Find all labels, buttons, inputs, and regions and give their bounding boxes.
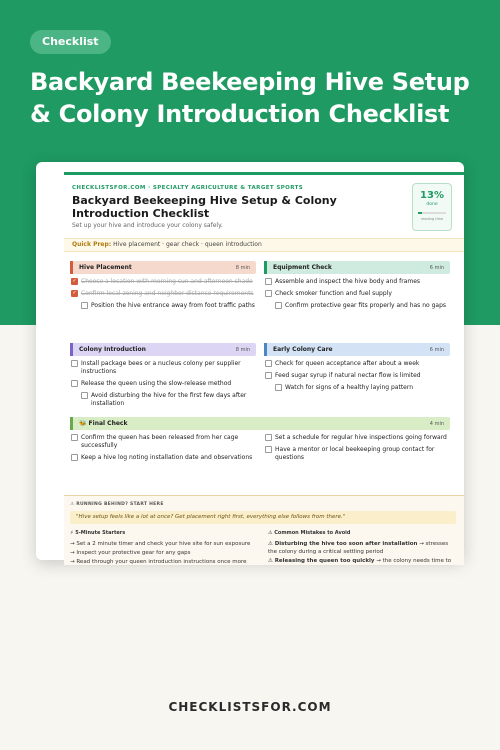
checklist-item[interactable]: Have a mentor or local beekeeping group contact for questions [264, 446, 450, 462]
section-header [70, 417, 450, 430]
checklist-item[interactable]: ✓ Choose a location with morning sun and afternoon shade [72, 278, 253, 285]
checklist-item[interactable]: Keep a hive log noting installation date and observations [70, 454, 256, 462]
hero-title: Backyard Beekeeping Hive Setup & Colony Introduction Checklist [30, 68, 470, 128]
section-equipment-check [264, 261, 450, 310]
checkbox-icon[interactable] [265, 446, 272, 453]
checkbox-icon[interactable] [265, 372, 272, 379]
checklist-item[interactable]: ✓ Confirm local zoning and neighbor distance requirements [72, 290, 254, 297]
section-title: Hive Placement [79, 264, 132, 271]
checklist-item[interactable]: Feed sugar syrup if natural nectar flow is limited [264, 372, 450, 380]
category-badge: Checklist [30, 30, 111, 54]
section-header [264, 343, 450, 356]
checkbox-icon[interactable] [275, 302, 282, 309]
document-subtitle: Set up your hive and introduce your colony safely. [72, 222, 223, 229]
section-hive-placement [70, 261, 256, 310]
section-final-check [70, 417, 450, 490]
running-behind-panel [64, 495, 464, 565]
checkbox-icon[interactable] [275, 384, 282, 391]
checkbox-checked-icon[interactable]: ✓ [72, 290, 77, 296]
checklist-item[interactable]: Watch for signs of a healthy laying pattern [274, 384, 450, 392]
checklist-item[interactable]: Install package bees or a nucleus colony per supplier instructions [70, 360, 256, 376]
quick-prep-text: Hive placement · gear check · queen introduction [111, 241, 262, 248]
final-check-grid [70, 430, 450, 490]
footer-brand[interactable]: CHECKLISTSFOR.COM [168, 700, 332, 714]
running-behind-heading: ⚠ RUNNING BEHIND? START HERE [70, 502, 164, 507]
checkbox-icon[interactable] [265, 290, 272, 297]
checklist-item[interactable]: Check smoker function and fuel supply [264, 290, 450, 298]
section-title: Colony Introduction [79, 346, 146, 353]
progress-percent: 13% [420, 190, 444, 201]
section-header [70, 343, 256, 356]
list-item: ⚠ Disturbing the hive too soon after installation → stresses the colony during a critical settling period [268, 541, 449, 555]
section-title: Early Colony Care [273, 346, 333, 353]
checkbox-icon[interactable] [81, 392, 88, 399]
checklist-item[interactable]: Avoid disturbing the hive for the first few days after installation [80, 392, 256, 408]
progress-label: done [426, 202, 438, 207]
checkbox-icon[interactable] [71, 360, 78, 367]
checkbox-icon[interactable] [81, 302, 88, 309]
checkbox-icon[interactable] [71, 380, 78, 387]
checklist-item[interactable]: Set a schedule for regular hive inspections going forward [264, 434, 450, 442]
final-check-column-left [70, 430, 256, 462]
quick-prep-label: Quick Prep: [72, 241, 112, 248]
mistakes-list [268, 540, 458, 566]
document-title: Backyard Beekeeping Hive Setup & Colony Introduction Checklist [72, 194, 337, 220]
checklist-item[interactable]: Release the queen using the slow-release method [70, 380, 256, 388]
checklist-preview-card [36, 162, 464, 565]
checkbox-icon[interactable] [265, 278, 272, 285]
section-title: Equipment Check [273, 264, 332, 271]
section-time: 8 min [235, 264, 250, 271]
list-item: ⚠ Releasing the queen too quickly → the colony needs time to [268, 558, 452, 564]
starters-title: ⚡ 5-Minute Starters [70, 530, 126, 536]
checkbox-icon[interactable] [71, 454, 78, 461]
section-time: 4 min [429, 420, 444, 427]
progress-bar-fill [418, 212, 422, 214]
checklist-sheet [64, 175, 464, 565]
progress-meta: reading time [420, 217, 444, 221]
checkbox-icon[interactable] [71, 434, 78, 441]
section-time: 6 min [429, 264, 444, 271]
section-title: 🐝 Final Check [79, 420, 128, 427]
checklist-item[interactable]: Assemble and inspect the hive body and frames [264, 278, 450, 286]
starters-list [70, 540, 260, 567]
checklist-item[interactable]: Confirm protective gear fits properly and has no gaps [274, 302, 450, 310]
final-check-column-right [264, 430, 450, 462]
site-label: CHECKLISTSFOR.COM · SPECIALTY AGRICULTURE & TARGET SPORTS [72, 185, 304, 191]
checklist-item[interactable]: Position the hive entrance away from foot traffic paths [80, 302, 256, 310]
section-colony-introduction [70, 343, 256, 408]
mistakes-title: ⚠ Common Mistakes to Avoid [268, 530, 351, 536]
progress-widget [412, 183, 452, 231]
section-time: 8 min [235, 346, 250, 353]
list-item: → Read through your queen introduction instructions once more [70, 559, 247, 565]
progress-bar [418, 212, 446, 214]
section-header [264, 261, 450, 274]
checklist-item[interactable]: Check for queen acceptance after about a week [264, 360, 450, 368]
quick-prep-bar [64, 238, 464, 252]
motivation-quote: "Hive setup feels like a lot at once? Get placement right first, everything else follows from there." [70, 511, 456, 524]
section-early-colony-care [264, 343, 450, 392]
checkbox-checked-icon[interactable]: ✓ [72, 278, 77, 284]
list-item: → Set a 2 minute timer and check your hive site for sun exposure [70, 541, 251, 547]
checkbox-icon[interactable] [265, 434, 272, 441]
section-header [70, 261, 256, 274]
checkbox-icon[interactable] [265, 360, 272, 367]
list-item: → Inspect your protective gear for any gaps [70, 550, 191, 556]
checklist-item[interactable]: Confirm the queen has been released from her cage successfully [70, 434, 256, 450]
section-time: 6 min [429, 346, 444, 353]
